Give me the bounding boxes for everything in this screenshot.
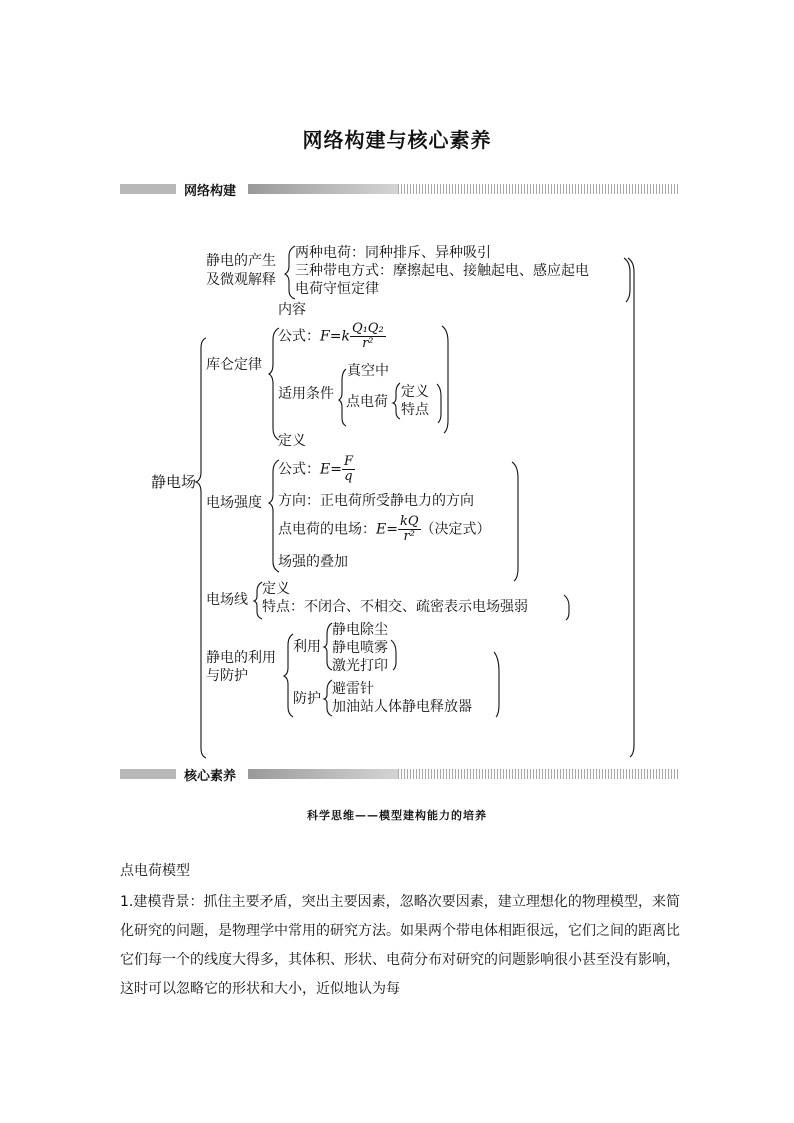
b3-formula-prefix: 公式： <box>278 461 320 478</box>
b3-point-prefix: 点电荷的电场： <box>278 521 376 538</box>
b4-bracket-left <box>254 582 262 619</box>
b1-item-charges: 两种电荷：同种排斥、异种吸引 <box>295 245 491 261</box>
section-bar-gradient <box>248 769 398 779</box>
b1-item-conservation: 电荷守恒定律 <box>295 281 379 297</box>
b2-pc-feature: 特点 <box>401 402 429 418</box>
b1-item-methods: 三种带电方式：摩擦起电、接触起电、感应起电 <box>295 263 589 279</box>
b5-bracket-right <box>494 652 499 717</box>
b2-formula-num: Q₁Q₂ <box>351 321 384 336</box>
b3-formula-fraction <box>342 455 355 484</box>
b2-content: 内容 <box>278 302 306 318</box>
b1-label-line1: 静电的产生 <box>206 253 276 269</box>
b4-definition: 定义 <box>262 581 290 597</box>
b3-point-den: r² <box>403 529 415 544</box>
b4-label: 电场线 <box>206 592 248 608</box>
b4-features: 特点：不闭合、不相交、疏密表示电场强弱 <box>262 599 528 615</box>
diagram-root: 静电场 <box>151 473 197 491</box>
b3-formula-num: F <box>343 454 353 469</box>
b5-label-line1: 静电的利用 <box>206 650 276 666</box>
b5-protect-discharger: 加油站人体静电释放器 <box>332 699 472 715</box>
b5-protect-label: 防护 <box>293 691 321 707</box>
b1-label-line2: 及微观解释 <box>206 272 276 288</box>
b3-point-field <box>278 515 491 544</box>
b2-formula-lhs: F=k <box>320 328 350 345</box>
b5-protect-rod: 避雷针 <box>332 681 374 697</box>
b5-bracket-left <box>284 634 293 717</box>
b3-point-num: kQ <box>399 514 419 529</box>
b3-point-lhs: E= <box>376 521 398 538</box>
b5-use-dust: 静电除尘 <box>332 622 388 638</box>
b2-formula-fraction <box>350 322 386 351</box>
section-label-core: 核心素养 <box>180 765 240 784</box>
b5-label-line2: 与防护 <box>206 668 248 684</box>
section-bar-core <box>120 767 680 784</box>
b2-pc-definition: 定义 <box>401 384 429 400</box>
section-label-network: 网络构建 <box>180 180 240 199</box>
b3-bracket-right <box>512 462 518 581</box>
use-bracket-right <box>391 640 396 670</box>
cond-bracket-right <box>437 384 441 423</box>
b3-direction: 方向：正电荷所受静电力的方向 <box>278 493 474 509</box>
subheading: 科学思维——模型建构能力的培养 <box>307 809 487 822</box>
root-bracket-right <box>628 258 634 757</box>
pc-bracket-left <box>393 383 400 419</box>
b3-formula-lhs: E= <box>320 461 342 478</box>
b3-point-fraction <box>398 515 421 544</box>
root-bracket-left <box>196 338 206 758</box>
b2-formula <box>278 322 386 351</box>
b3-formula <box>278 455 355 484</box>
b3-definition: 定义 <box>278 433 306 449</box>
section-bar-stripes <box>398 769 680 779</box>
b3-superposition: 场强的叠加 <box>278 554 348 570</box>
b5-use-spray: 静电喷雾 <box>332 640 388 656</box>
b3-label: 电场强度 <box>206 495 262 511</box>
model-title: 点电荷模型 <box>120 863 190 879</box>
b2-vacuum: 真空中 <box>347 363 389 379</box>
b5-use-print: 激光打印 <box>332 658 388 674</box>
b2-point-charge: 点电荷 <box>346 394 388 410</box>
body-paragraph: 1.建模背景：抓住主要矛盾，突出主要因素，忽略次要因素，建立理想化的物理模型，来简化研究的问题，是物理学中常用的研究方法。如果两个带电体相距很远，它们之间的距离比它们每一个的线度大得多，其体积、形状、电荷分布对研究的问题影响很小甚至没有影响，这时可以忽略它的形状和大小，近似地认为每 <box>120 894 680 997</box>
b5-use-label: 利用 <box>293 639 321 655</box>
b2-label: 库仑定律 <box>206 357 262 373</box>
b1-bracket-left <box>285 246 295 299</box>
page-title: 网络构建与核心素养 <box>302 128 492 152</box>
b1-bracket-right <box>624 258 630 302</box>
b2-condition: 适用条件 <box>278 386 334 402</box>
b3-point-suffix: （决定式） <box>420 521 491 538</box>
protect-bracket-left <box>324 680 332 716</box>
b2-formula-prefix: 公式： <box>278 328 320 345</box>
section-bar-solid <box>120 769 176 779</box>
cond-bracket-left <box>339 369 346 426</box>
b4-bracket-right <box>564 595 569 620</box>
b2-bracket-right <box>442 326 448 433</box>
use-bracket-left <box>324 623 332 670</box>
b3-formula-den: q <box>344 469 353 484</box>
b2-formula-den: r² <box>362 336 374 351</box>
